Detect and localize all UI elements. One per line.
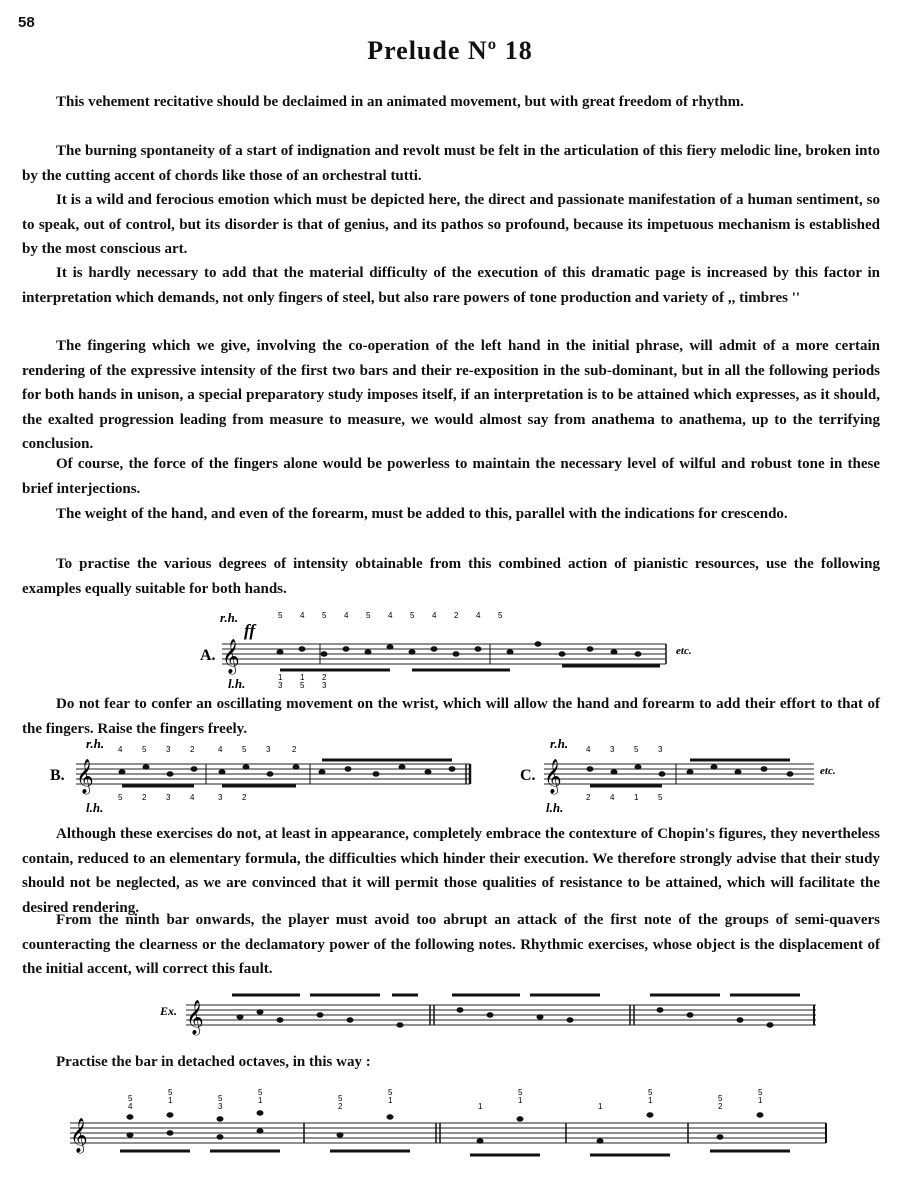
svg-text:4: 4 (476, 611, 481, 620)
example-c-etc: etc. (820, 765, 836, 777)
example-b-lh-label: l.h. (86, 800, 104, 815)
svg-text:4: 4 (218, 745, 223, 754)
paragraph-1: This vehement recitative should be declaimed in an animated movement, but with great freedom of rhythm. (56, 94, 744, 110)
svg-text:5: 5 (338, 1094, 343, 1103)
paragraph-3: It is a wild and ferocious emotion which must be depicted here, the direct and passionate manifestation of a human sentiment, so to speak, out of control, but its disorder is that of genius, and its pathos so profound, because its impetuous mechanism is established by the most conscious art. (22, 192, 880, 257)
svg-text:2: 2 (292, 745, 297, 754)
paragraph-5: The fingering which we give, involving the co-operation of the left hand in the initial phrase, will admit of a more certain rendering of the expressive intensity of the first two bars and their re-exposition in the sub-dominant, but in all the following periods for both hands in unison, a special preparatory study imposes itself, if an interpretation is to be attained which expresses, as it should, the exalted progression leading from measure to measure, we would almost say from anathema to anathema, up to the terrifying conclusion. (22, 338, 880, 452)
svg-text:5: 5 (258, 1088, 263, 1097)
page-title: Prelude Nº 18 (367, 36, 533, 65)
treble-clef-icon: 𝄞 (222, 639, 240, 674)
music-example-b (46, 738, 486, 818)
paragraph-2: The burning spontaneity of a start of indignation and revolt must be felt in the articulation of this fiery melodic line, broken into by the cutting accent of chords like those of an orchestral tutti. (22, 143, 880, 184)
svg-text:5: 5 (300, 681, 305, 690)
paragraph-6: Of course, the force of the fingers alone would be powerless to maintain the necessary level of wilful and robust tone in these brief interjections. (22, 456, 880, 497)
example-c-lh-label: l.h. (546, 800, 564, 815)
page-number: 58 (18, 14, 35, 31)
treble-clef-icon: 𝄞 (76, 759, 94, 794)
svg-text:3: 3 (166, 793, 171, 802)
paragraph-7: The weight of the hand, and even of the forearm, must be added to this, parallel with the indications for crescendo. (56, 506, 788, 522)
example-b-rh-label: r.h. (86, 736, 105, 751)
svg-text:1: 1 (518, 1096, 523, 1105)
example-rhythm-label: Ex. (160, 1004, 178, 1018)
example-a-etc: etc. (676, 645, 692, 657)
svg-text:4: 4 (432, 611, 437, 620)
example-a-rh-label: r.h. (220, 610, 239, 625)
svg-text:5: 5 (388, 1088, 393, 1097)
octaves-staff (70, 1123, 826, 1143)
svg-text:5: 5 (648, 1088, 653, 1097)
svg-text:2: 2 (454, 611, 459, 620)
svg-text:4: 4 (586, 745, 591, 754)
svg-text:5: 5 (218, 1094, 223, 1103)
example-c-rh-label: r.h. (550, 736, 569, 751)
svg-text:5: 5 (718, 1094, 723, 1103)
svg-text:2: 2 (142, 793, 147, 802)
svg-text:5: 5 (118, 793, 123, 802)
svg-text:5: 5 (322, 611, 327, 620)
svg-text:1: 1 (634, 793, 639, 802)
svg-text:3: 3 (166, 745, 171, 754)
svg-text:3: 3 (218, 1102, 223, 1111)
svg-text:4: 4 (344, 611, 349, 620)
example-a-lh-label: l.h. (228, 676, 246, 691)
svg-text:3: 3 (278, 681, 283, 690)
svg-text:5: 5 (498, 611, 503, 620)
svg-text:3: 3 (266, 745, 271, 754)
svg-text:2: 2 (718, 1102, 723, 1111)
svg-text:2: 2 (586, 793, 591, 802)
svg-text:5: 5 (366, 611, 371, 620)
svg-text:1: 1 (758, 1096, 763, 1105)
paragraph-9: Do not fear to confer an oscillating movement on the wrist, which will allow the hand and forearm to add their effort to that of the fingers. Raise the fingers freely. (22, 696, 880, 737)
rhythm-notes (232, 995, 814, 1027)
music-example-rhythm (160, 985, 820, 1037)
svg-text:1: 1 (168, 1096, 173, 1105)
svg-text:4: 4 (190, 793, 195, 802)
music-example-c (514, 738, 864, 818)
svg-text:1: 1 (478, 1102, 483, 1111)
svg-text:5: 5 (168, 1088, 173, 1097)
treble-clef-icon: 𝄞 (70, 1118, 88, 1153)
svg-text:5: 5 (758, 1088, 763, 1097)
example-b-label: B. (50, 767, 65, 784)
svg-text:3: 3 (658, 745, 663, 754)
example-c-staff (544, 764, 814, 784)
treble-clef-icon: 𝄞 (544, 759, 562, 794)
svg-text:1: 1 (648, 1096, 653, 1105)
svg-text:3: 3 (610, 745, 615, 754)
music-example-octaves (60, 1085, 850, 1180)
svg-text:4: 4 (118, 745, 123, 754)
svg-text:1: 1 (278, 673, 283, 682)
svg-text:5: 5 (142, 745, 147, 754)
example-c-label: C. (520, 767, 536, 784)
example-a-staff (222, 644, 666, 664)
svg-text:5: 5 (242, 745, 247, 754)
paragraph-4: It is hardly necessary to add that the material difficulty of the execution of this dramatic page is increased by this factor in interpretation which demands, not only fingers of steel, but also rare powers of tone production and variety of ,, timbres '' (22, 265, 880, 306)
svg-text:5: 5 (410, 611, 415, 620)
example-a-dynamic: ff (244, 621, 256, 640)
example-a-label: A. (200, 647, 216, 664)
example-a-notes (277, 642, 666, 670)
svg-text:4: 4 (300, 611, 305, 620)
svg-text:4: 4 (388, 611, 393, 620)
svg-text:2: 2 (322, 673, 327, 682)
svg-text:5: 5 (634, 745, 639, 754)
svg-text:1: 1 (388, 1096, 393, 1105)
svg-text:3: 3 (218, 793, 223, 802)
music-example-a (190, 608, 720, 700)
example-a-fingerings (278, 611, 503, 690)
svg-text:4: 4 (128, 1102, 133, 1111)
treble-clef-icon: 𝄞 (186, 1000, 204, 1035)
svg-text:1: 1 (300, 673, 305, 682)
paragraph-12: Practise the bar in detached octaves, in this way : (56, 1054, 371, 1070)
svg-text:2: 2 (242, 793, 247, 802)
svg-text:5: 5 (658, 793, 663, 802)
octaves-fingerings (128, 1088, 763, 1111)
paragraph-8: To practise the various degrees of intensity obtainable from this combined action of pianistic resources, use the following examples equally suitable for both hands. (22, 556, 880, 597)
svg-text:2: 2 (338, 1102, 343, 1111)
svg-text:5: 5 (518, 1088, 523, 1097)
svg-text:5: 5 (278, 611, 283, 620)
paragraph-10: Although these exercises do not, at least in appearance, completely embrace the contexture of Chopin's figures, they nevertheless contain, reduced to an elementary formula, the difficulties which hinder their execution. We therefore strongly advise that their study should not be neglected, as we are convinced that it will permit those qualities of resistance to be attained, which will facilitate the desired rendering. (22, 826, 880, 916)
svg-text:1: 1 (598, 1102, 603, 1111)
svg-text:1: 1 (258, 1096, 263, 1105)
svg-text:5: 5 (128, 1094, 133, 1103)
paragraph-11: From the ninth bar onwards, the player must avoid too abrupt an attack of the first note of the groups of semi-quavers counteracting the clearness or the declamatory power of the following notes. Rhythmic exercises, whose object is the displacement of the initial accent, will correct this fault. (22, 912, 880, 977)
svg-text:3: 3 (322, 681, 327, 690)
svg-text:4: 4 (610, 793, 615, 802)
svg-text:2: 2 (190, 745, 195, 754)
